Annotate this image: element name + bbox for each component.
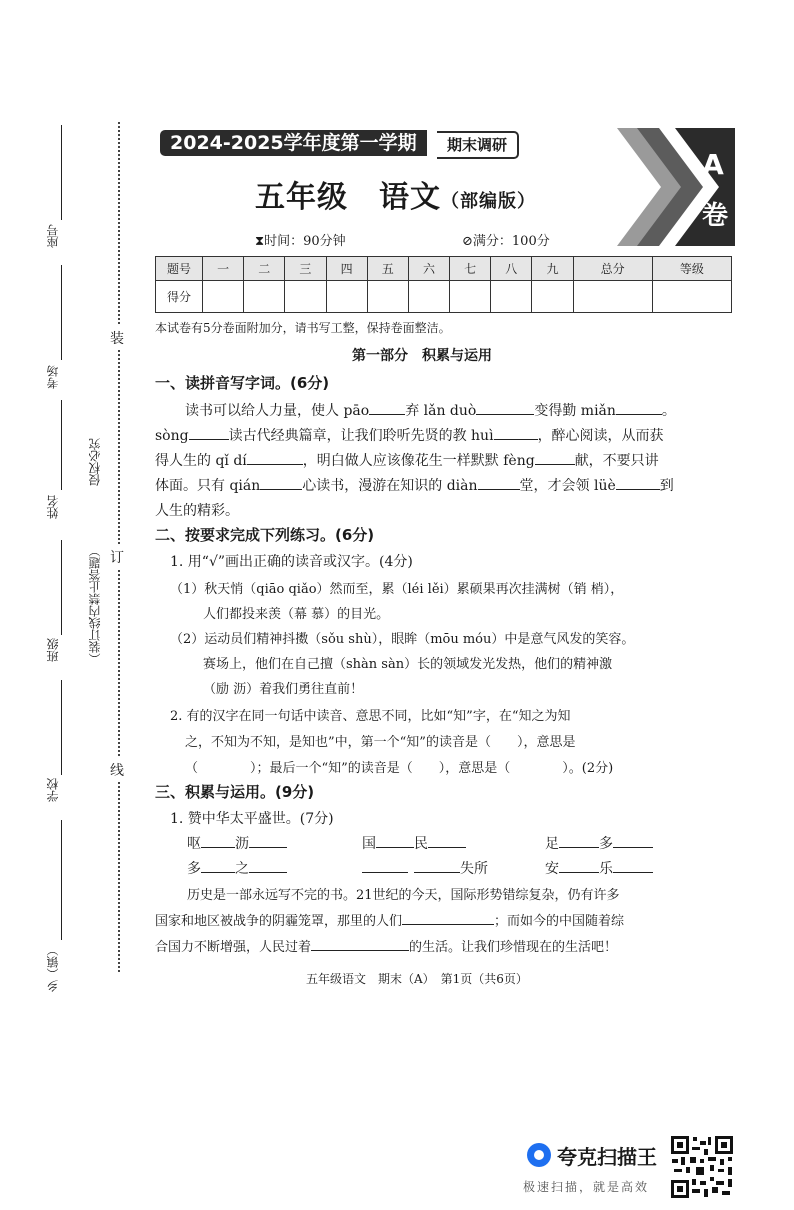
hourglass-icon: ⧗: [255, 234, 265, 249]
town-label: 乡（镇）: [46, 944, 60, 992]
section-1-line-4: 体面。只有 qián 心读书，漫游在知识的 diàn 堂，才会领 lüè 到: [155, 478, 674, 494]
section-2-q2-line-3: （ ）；最后一个“知”的读音是（ ），意思是（ ）。(2分): [185, 761, 614, 776]
row-label-number: 题号: [156, 257, 203, 281]
section-2-q2-line-1: 2. 有的汉字在同一句话中读音、意思不同，比如“知”字，在“知之为知: [170, 709, 571, 724]
answer-blank[interactable]: [376, 835, 414, 848]
idiom-3: 足 多: [545, 833, 653, 853]
check-circle-icon: ⊘: [462, 234, 473, 249]
town-line: [61, 820, 62, 940]
rights-note: 侵权必究: [88, 438, 102, 486]
answer-blank[interactable]: [414, 860, 460, 873]
section-2-q1-2-line-1: （2）运动员们精神抖擞（sǒu shù），眼眸（mōu móu）中是意气风发的笑容。: [170, 632, 635, 647]
score-cell[interactable]: [203, 281, 244, 313]
section-2-q2-line-2: 之，不知为不知，是知也”中，第一个“知”的读音是（ ），意思是: [185, 735, 576, 750]
answer-blank[interactable]: [247, 452, 303, 465]
score-cell[interactable]: [408, 281, 449, 313]
school-label: 学校: [46, 778, 60, 802]
score-info: [462, 230, 550, 249]
col-9: 九: [532, 257, 573, 281]
class-label: 班级: [46, 638, 60, 662]
col-3: 三: [285, 257, 326, 281]
section-1-line-5: 人生的精彩。: [155, 503, 239, 519]
volume-word: 卷: [701, 201, 729, 231]
exam-room-label: 考场: [46, 365, 60, 389]
col-total: 总分: [573, 257, 652, 281]
grade-subject: 五年级 语文: [255, 180, 441, 215]
answer-blank[interactable]: [616, 402, 662, 415]
seat-line: [61, 125, 62, 220]
section-1-line-1: 读书可以给人力量，使人 pāo 弃 lǎn duò 变得勤 miǎn 。: [185, 403, 676, 419]
section-2-q1-1-line-2: 人们都投来羡（幕 慕）的目光。: [203, 607, 390, 622]
score-table: [155, 256, 732, 313]
answer-blank[interactable]: [189, 427, 229, 440]
section-3-title: 三、积累与运用。(9分): [155, 783, 315, 801]
score-cell[interactable]: [326, 281, 367, 313]
section-2-q1-2-line-3: （励 沥）着我们勇往直前！: [203, 682, 364, 697]
section-2-q1-1-line-1: （1）秋天悄（qiāo qiǎo）然而至，累（léi lěi）累硕果再次挂满树（销 梢），: [170, 582, 624, 597]
passage-line-2: 国家和地区被战争的阴霾笼罩，那里的人们 ；而如今的中国随着综: [155, 914, 625, 929]
qr-code-icon: [670, 1135, 734, 1199]
section-1-title: 一、读拼音写字词。(6分): [155, 374, 330, 392]
answer-blank[interactable]: [249, 860, 287, 873]
answer-blank[interactable]: [201, 860, 235, 873]
class-line: [61, 540, 62, 635]
passage-line-3: 合国力不断增强，人民过着 的生活。让我们珍惜现在的生活吧！: [155, 940, 618, 955]
col-1: 一: [203, 257, 244, 281]
volume-a-badge: [617, 128, 735, 246]
binding-char-zhuang: 装: [110, 326, 124, 350]
answer-blank[interactable]: [311, 938, 409, 951]
answer-blank[interactable]: [613, 835, 653, 848]
col-7: 七: [450, 257, 491, 281]
binding-note: （装订线内禁止答题）: [88, 545, 102, 665]
volume-letter: A: [702, 148, 724, 181]
passage-line-1: 历史是一部永远写不完的书。21世纪的今天，国际形势错综复杂，仍有许多: [187, 888, 620, 903]
answer-blank[interactable]: [260, 477, 302, 490]
col-6: 六: [408, 257, 449, 281]
edition: （部编版）: [441, 191, 536, 212]
binding-char-ding: 订: [110, 545, 124, 569]
col-2: 二: [244, 257, 285, 281]
score-cell[interactable]: [491, 281, 532, 313]
neatness-note: 本试卷有5分卷面附加分，请书写工整，保持卷面整洁。: [155, 321, 451, 335]
section-1-line-2: sòng 读古代经典篇章，让我们聆听先贤的教 huì ，醉心阅读，从而获: [155, 428, 664, 444]
score-table-header-row: [156, 257, 732, 281]
answer-blank[interactable]: [613, 860, 653, 873]
score-cell[interactable]: [367, 281, 408, 313]
section-1-line-3: 得人生的 qǐ dí ，明白做人应该像花生一样默默 fèng 献，不要只讲: [155, 453, 659, 469]
col-5: 五: [367, 257, 408, 281]
answer-blank[interactable]: [249, 835, 287, 848]
exam-room-line: [61, 265, 62, 360]
answer-blank[interactable]: [369, 402, 405, 415]
answer-blank[interactable]: [535, 452, 575, 465]
answer-blank[interactable]: [559, 860, 599, 873]
time-info: [255, 230, 346, 249]
school-line: [61, 680, 62, 775]
answer-blank[interactable]: [201, 835, 235, 848]
idiom-4: 多 之: [187, 858, 287, 878]
exam-type-tag: 期末调研: [437, 131, 519, 159]
answer-blank[interactable]: [616, 477, 660, 490]
term-banner: 2024-2025学年度第一学期: [160, 130, 427, 156]
idiom-2: 国 民: [362, 833, 466, 853]
col-8: 八: [491, 257, 532, 281]
idiom-5: 失所: [362, 858, 488, 878]
seat-label: 座号: [46, 224, 60, 248]
answer-blank[interactable]: [362, 860, 408, 873]
col-grade: 等级: [652, 257, 731, 281]
full-score-text: 满分：100分: [472, 234, 550, 249]
binding-char-xian: 线: [110, 758, 124, 782]
score-cell[interactable]: [573, 281, 652, 313]
name-label: 姓名: [46, 495, 60, 519]
section-2-q1-2-line-2: 赛场上，他们在自己擅（shàn sàn）长的领域发光发热，他们的精神激: [203, 657, 613, 672]
name-line: [61, 400, 62, 490]
answer-blank[interactable]: [476, 402, 534, 415]
answer-blank[interactable]: [428, 835, 466, 848]
section-3-q1: 1. 赞中华太平盛世。(7分): [170, 811, 334, 827]
answer-blank[interactable]: [478, 477, 520, 490]
time-text: 时间：90分钟: [264, 234, 346, 249]
section-2-title: 二、按要求完成下列练习。(6分): [155, 526, 375, 544]
score-cell[interactable]: [450, 281, 491, 313]
score-cell[interactable]: [652, 281, 731, 313]
idiom-6: 安 乐: [545, 858, 653, 878]
scanner-brand: 夸克扫描王: [557, 1145, 657, 1169]
scanner-logo-icon: [527, 1143, 551, 1167]
col-4: 四: [326, 257, 367, 281]
part-one-title: 第一部分 积累与运用: [352, 348, 492, 364]
scanner-slogan: 极速扫描，就是高效: [523, 1180, 650, 1194]
page-title: [255, 172, 536, 216]
page-footer: 五年级语文 期末（A） 第1页（共6页）: [306, 972, 528, 986]
score-cell[interactable]: [285, 281, 326, 313]
score-cell[interactable]: [244, 281, 285, 313]
answer-blank[interactable]: [559, 835, 599, 848]
answer-blank[interactable]: [402, 912, 494, 925]
section-2-q1: 1. 用“√”画出正确的读音或汉字。(4分): [170, 554, 413, 570]
score-cell[interactable]: [532, 281, 573, 313]
score-table-score-row: [156, 281, 732, 313]
row-label-score: 得分: [156, 281, 203, 313]
idiom-1: 呕 沥: [187, 833, 287, 853]
answer-blank[interactable]: [494, 427, 538, 440]
